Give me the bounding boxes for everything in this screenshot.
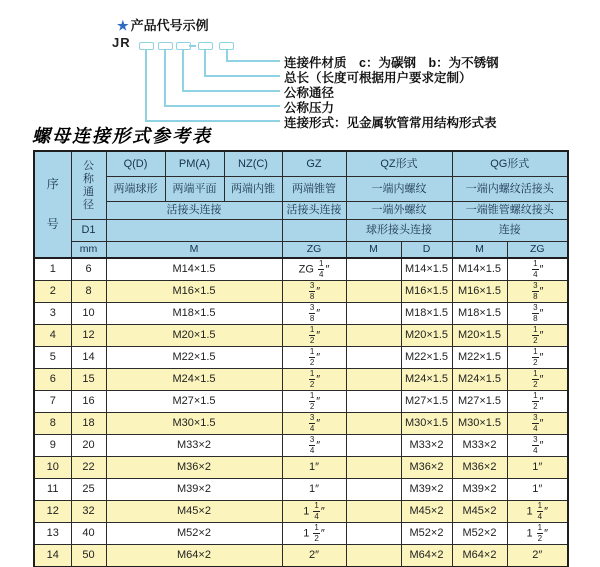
header-union-conn: 活接头连接: [106, 202, 282, 220]
header-seq: 序 号: [34, 151, 71, 258]
cell-qz-d: M27×1.5: [401, 391, 452, 413]
cell-qz-d: M14×1.5: [401, 258, 452, 281]
cell-qg-m: M18×1.5: [452, 303, 507, 325]
header-qz-d: D: [401, 242, 452, 259]
callout-line: [204, 75, 280, 77]
cell-qg-zg: 1″: [507, 457, 568, 479]
cell-seq: 1: [34, 258, 71, 281]
cell-qg-m: M36×2: [452, 457, 507, 479]
header-pm: PM(A): [165, 151, 224, 177]
cell-qg-zg: $\frac{1}{2}$ ″: [507, 325, 568, 347]
cell-dn: 50: [71, 545, 106, 567]
cell-qz-m: [346, 303, 401, 325]
table-row: [34, 258, 568, 281]
table-row: [34, 501, 568, 523]
code-prefix: JR: [112, 35, 131, 50]
cell-qz-d: M64×2: [401, 545, 452, 567]
header-q-sub: 两端球形: [106, 177, 165, 202]
cell-qg-zg: 1 $\frac{1}{2}$ ″: [507, 523, 568, 545]
code-box: [139, 42, 154, 50]
callout-line: [145, 49, 147, 121]
cell-qz-m: [346, 457, 401, 479]
table-row: [34, 523, 568, 545]
callout-line: [164, 49, 166, 106]
cell-seq: 13: [34, 523, 71, 545]
cell-gz: $\frac{3}{8}$ ″: [282, 303, 346, 325]
cell-dn: 22: [71, 457, 106, 479]
callout-line: [164, 105, 280, 107]
cell-seq: 14: [34, 545, 71, 567]
cell-seq: 2: [34, 281, 71, 303]
cell-dn: 40: [71, 523, 106, 545]
header-qz-sub2: 一端外螺纹: [346, 202, 452, 220]
header-blank: [282, 220, 346, 242]
cell-qz-m: [346, 435, 401, 457]
table-row: [34, 281, 568, 303]
cell-gz: 1 $\frac{1}{2}$ ″: [282, 523, 346, 545]
code-box: [198, 42, 213, 50]
table-row: [34, 303, 568, 325]
cell-gz: $\frac{3}{4}$ ″: [282, 435, 346, 457]
header-nz: NZ(C): [224, 151, 282, 177]
header-gz: GZ: [282, 151, 346, 177]
cell-m: M52×2: [106, 523, 282, 545]
cell-qz-d: M18×1.5: [401, 303, 452, 325]
cell-qz-d: M30×1.5: [401, 413, 452, 435]
table-row: [34, 347, 568, 369]
cell-qz-d: M22×1.5: [401, 347, 452, 369]
product-code-heading: [117, 15, 209, 34]
cell-seq: 5: [34, 347, 71, 369]
product-code-heading-text: 产品代号示例: [130, 18, 209, 33]
cell-m: M24×1.5: [106, 369, 282, 391]
cell-dn: 16: [71, 391, 106, 413]
header-qg-m: M: [452, 242, 507, 259]
cell-qz-d: M24×1.5: [401, 369, 452, 391]
cell-qz-d: M16×1.5: [401, 281, 452, 303]
cell-m: M30×1.5: [106, 413, 282, 435]
cell-qz-m: [346, 391, 401, 413]
cell-dn: 20: [71, 435, 106, 457]
cell-seq: 8: [34, 413, 71, 435]
cell-dn: 10: [71, 303, 106, 325]
table-row: [34, 413, 568, 435]
header-pm-sub: 两端平面: [165, 177, 224, 202]
cell-gz: $\frac{3}{4}$ ″: [282, 413, 346, 435]
reference-table: [33, 150, 569, 567]
cell-seq: 9: [34, 435, 71, 457]
header-gz-conn: 活接头连接: [282, 202, 346, 220]
cell-qz-d: M20×1.5: [401, 325, 452, 347]
cell-m: M22×1.5: [106, 347, 282, 369]
table-row: [34, 369, 568, 391]
cell-qz-m: [346, 545, 401, 567]
cell-qg-m: M14×1.5: [452, 258, 507, 281]
cell-seq: 4: [34, 325, 71, 347]
header-nz-sub: 两端内锥: [224, 177, 282, 202]
header-qg-conn: 连接: [452, 220, 568, 242]
cell-qz-m: [346, 325, 401, 347]
cell-m: M33×2: [106, 435, 282, 457]
cell-qg-zg: $\frac{3}{8}$ ″: [507, 281, 568, 303]
header-blank: [106, 220, 282, 242]
cell-qg-m: M22×1.5: [452, 347, 507, 369]
cell-gz: $\frac{1}{2}$ ″: [282, 391, 346, 413]
cell-m: M14×1.5: [106, 258, 282, 281]
cell-dn: 15: [71, 369, 106, 391]
cell-m: M27×1.5: [106, 391, 282, 413]
cell-m: M16×1.5: [106, 281, 282, 303]
cell-dn: 18: [71, 413, 106, 435]
table-row: [34, 325, 568, 347]
cell-qg-m: M33×2: [452, 435, 507, 457]
code-dash: [189, 45, 196, 47]
callout-line: [182, 49, 184, 91]
cell-gz: $\frac{1}{2}$ ″: [282, 369, 346, 391]
table-row: [34, 435, 568, 457]
cell-qg-m: M39×2: [452, 479, 507, 501]
cell-gz: 1 $\frac{1}{4}$ ″: [282, 501, 346, 523]
cell-seq: 7: [34, 391, 71, 413]
cell-qg-zg: $\frac{1}{2}$ ″: [507, 391, 568, 413]
callout-material: 连接件材质 c：为碳钢 b：为不锈钢: [284, 56, 499, 70]
cell-qg-m: M16×1.5: [452, 281, 507, 303]
cell-qz-m: [346, 369, 401, 391]
cell-gz: 2″: [282, 545, 346, 567]
header-qz-sub1: 一端内螺纹: [346, 177, 452, 202]
table-body: [34, 258, 568, 567]
cell-dn: 12: [71, 325, 106, 347]
callout-line: [226, 60, 280, 62]
cell-qg-m: M52×2: [452, 523, 507, 545]
cell-qg-m: M64×2: [452, 545, 507, 567]
callout-pressure: 公称压力: [284, 101, 335, 115]
cell-seq: 3: [34, 303, 71, 325]
cell-gz: 1″: [282, 457, 346, 479]
cell-seq: 11: [34, 479, 71, 501]
cell-m: M36×2: [106, 457, 282, 479]
cell-dn: 25: [71, 479, 106, 501]
callout-length: 总长（长度可根据用户要求定制）: [284, 71, 472, 85]
header-gz-unit: ZG: [282, 242, 346, 259]
cell-qz-m: [346, 281, 401, 303]
cell-m: M18×1.5: [106, 303, 282, 325]
cell-qg-zg: $\frac{1}{2}$ ″: [507, 369, 568, 391]
header-qg-sub2: 一端锥管螺纹接头: [452, 202, 568, 220]
cell-seq: 10: [34, 457, 71, 479]
cell-gz: $\frac{1}{2}$ ″: [282, 325, 346, 347]
callout-connection: 连接形式：见金属软管常用结构形式表: [284, 116, 497, 130]
cell-qg-zg: $\frac{1}{4}$ ″: [507, 258, 568, 281]
cell-m: M45×2: [106, 501, 282, 523]
cell-qg-zg: $\frac{3}{8}$ ″: [507, 303, 568, 325]
header-q: Q(D): [106, 151, 165, 177]
cell-qg-m: M20×1.5: [452, 325, 507, 347]
cell-qz-d: M45×2: [401, 501, 452, 523]
star-icon: ★: [117, 18, 129, 33]
table-row: [34, 479, 568, 501]
callout-line: [182, 90, 280, 92]
cell-qz-d: M39×2: [401, 479, 452, 501]
cell-qz-m: [346, 523, 401, 545]
cell-m: M64×2: [106, 545, 282, 567]
cell-qg-zg: $\frac{3}{4}$ ″: [507, 435, 568, 457]
cell-dn: 32: [71, 501, 106, 523]
header-m-unit: M: [106, 242, 282, 259]
cell-qg-m: M45×2: [452, 501, 507, 523]
cell-m: M39×2: [106, 479, 282, 501]
table-row: [34, 457, 568, 479]
cell-gz: 1″: [282, 479, 346, 501]
cell-qg-m: M30×1.5: [452, 413, 507, 435]
cell-qg-zg: 1 $\frac{1}{4}$ ″: [507, 501, 568, 523]
cell-qg-zg: $\frac{3}{4}$ ″: [507, 413, 568, 435]
cell-qz-m: [346, 258, 401, 281]
header-qz-conn: 球形接头连接: [346, 220, 452, 242]
cell-qg-zg: 1″: [507, 479, 568, 501]
cell-dn: 6: [71, 258, 106, 281]
table-header: [34, 151, 568, 258]
cell-qz-d: M36×2: [401, 457, 452, 479]
header-qz: QZ形式: [346, 151, 452, 177]
cell-qz-m: [346, 347, 401, 369]
cell-qg-zg: 2″: [507, 545, 568, 567]
cell-dn: 14: [71, 347, 106, 369]
cell-gz: $\frac{3}{8}$ ″: [282, 281, 346, 303]
cell-qz-m: [346, 413, 401, 435]
code-box: [158, 42, 173, 50]
table-title: 螺母连接形式参考表: [32, 126, 212, 147]
header-dn: 公 称 通 径: [71, 151, 106, 220]
header-mm: mm: [71, 242, 106, 259]
header-qg-sub1: 一端内螺纹活接头: [452, 177, 568, 202]
cell-gz: $\frac{1}{2}$ ″: [282, 347, 346, 369]
header-qg-zg: ZG: [507, 242, 568, 259]
callout-diameter: 公称通径: [284, 86, 335, 100]
header-gz-sub: 两端锥管: [282, 177, 346, 202]
table-row: [34, 545, 568, 567]
cell-qz-m: [346, 501, 401, 523]
header-d1: D1: [71, 220, 106, 242]
cell-seq: 6: [34, 369, 71, 391]
cell-qz-d: M52×2: [401, 523, 452, 545]
cell-qz-d: M33×2: [401, 435, 452, 457]
table-row: [34, 391, 568, 413]
header-qg: QG形式: [452, 151, 568, 177]
callout-line: [204, 49, 206, 76]
cell-qg-m: M27×1.5: [452, 391, 507, 413]
header-qz-m: M: [346, 242, 401, 259]
cell-qg-m: M24×1.5: [452, 369, 507, 391]
cell-qg-zg: $\frac{1}{2}$ ″: [507, 347, 568, 369]
cell-gz: ZG $\frac{1}{4}$ ″: [282, 258, 346, 281]
cell-dn: 8: [71, 281, 106, 303]
cell-qz-m: [346, 479, 401, 501]
cell-seq: 12: [34, 501, 71, 523]
cell-m: M20×1.5: [106, 325, 282, 347]
